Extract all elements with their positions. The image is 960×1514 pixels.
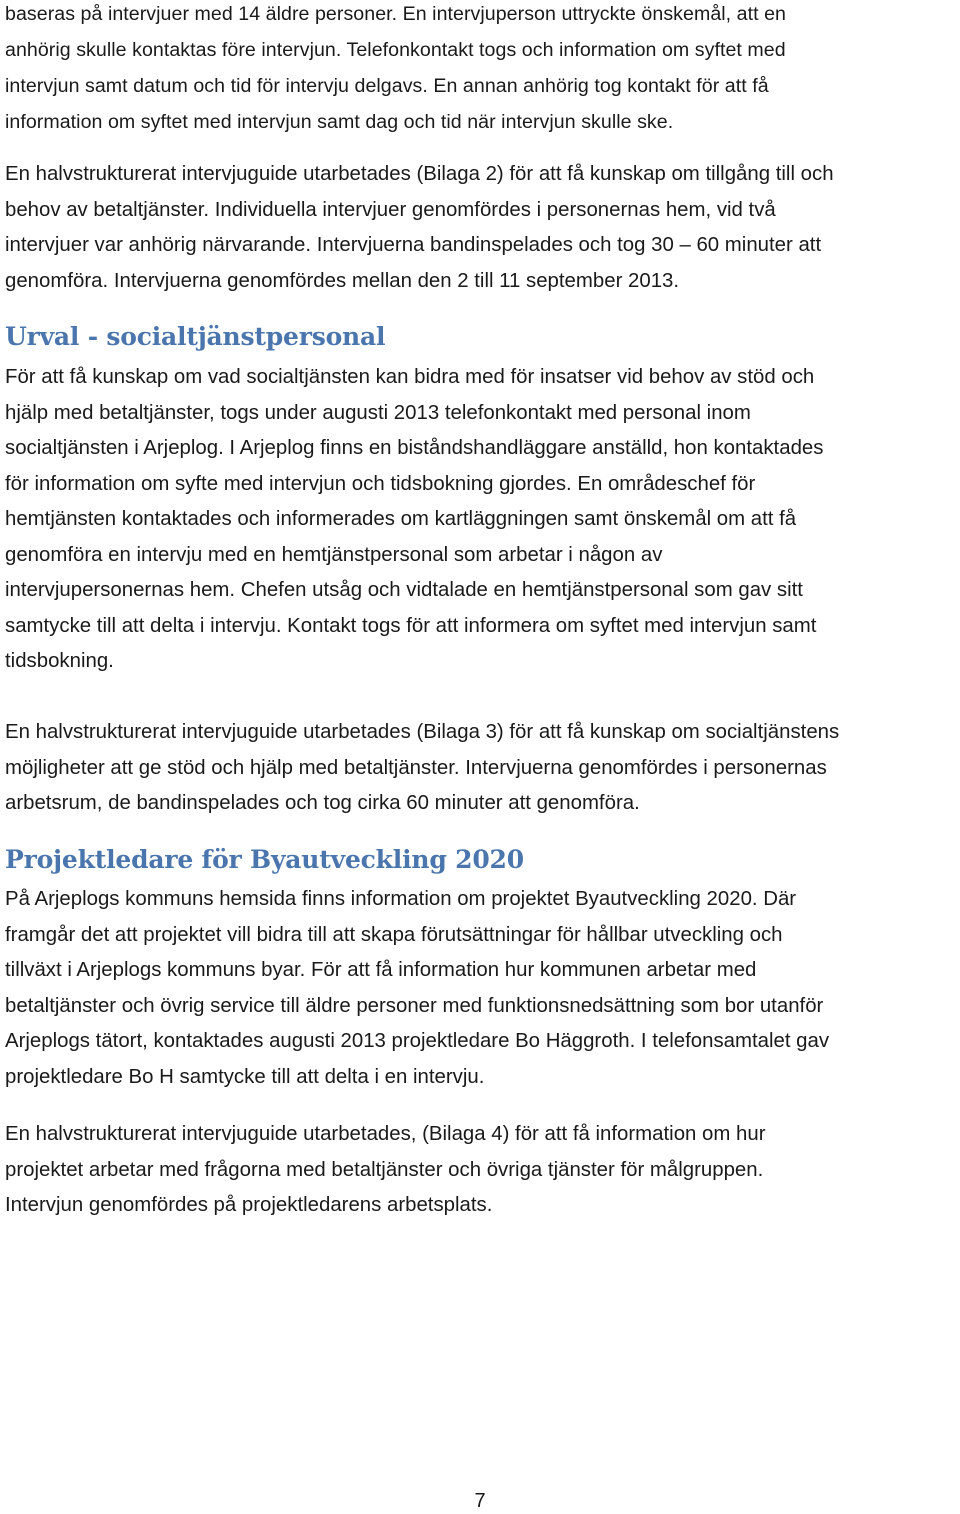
text-line: tidsbokning. xyxy=(5,650,114,672)
text-line: intervjupersonernas hem. Chefen utsåg och vidtalade en hemtjänstpersonal som gav sitt xyxy=(5,579,803,601)
text-line: hemtjänsten kontaktades och informerades om kartläggningen samt önskemål om att få xyxy=(5,508,797,530)
text-line: möjligheter att ge stöd och hjälp med betaltjänster. Intervjuerna genomfördes i personernas xyxy=(5,756,827,779)
text-line: information om syftet med intervjun samt dag och tid när intervjun skulle ske. xyxy=(5,111,674,133)
text-line: baseras på intervjuer med 14 äldre personer. En intervjuperson uttryckte önskemål, att en xyxy=(5,3,786,25)
text-line: intervjun samt datum och tid för intervju delgavs. En annan anhörig tog kontakt för att få xyxy=(5,75,769,97)
text-line: En halvstrukturerat intervjuguide utarbetades (Bilaga 3) för att få kunskap om socialtjänstens xyxy=(5,721,840,743)
text-line: genomföra. Intervjuerna genomfördes mellan den 2 till 11 september 2013. xyxy=(5,269,680,292)
page-number: 7 xyxy=(474,1490,486,1512)
text-line: hjälp med betaltjänster, togs under augusti 2013 telefonkontakt med personal inom xyxy=(5,401,751,424)
text-line: tillväxt i Arjeplogs kommuns byar. För att få information hur kommunen arbetar med xyxy=(5,959,757,981)
text-line: genomföra en intervju med en hemtjänstpersonal som arbetar i någon av xyxy=(5,543,663,566)
section-heading-social: Urval - socialtjänstpersonal xyxy=(5,322,386,351)
social-paragraph-1 xyxy=(5,360,823,680)
section-heading-project: Projektledare för Byautveckling 2020 xyxy=(5,845,524,874)
text-line: anhörig skulle kontaktas före intervjun. Telefonkontakt togs och information om syftet med xyxy=(5,39,786,61)
text-line: För att få kunskap om vad socialtjänsten kan bidra med för insatser vid behov av stöd och xyxy=(5,366,815,388)
project-paragraph-1 xyxy=(5,882,829,1095)
intro-paragraph xyxy=(5,0,786,140)
text-line: samtycke till att delta i intervju. Kontakt togs för att informera om syftet med intervjun samt xyxy=(5,614,817,637)
text-line: projektet arbetar med frågorna med betaltjänster och övriga tjänster för målgruppen. xyxy=(5,1158,764,1181)
text-line: Intervjun genomfördes på projektledarens arbetsplats. xyxy=(5,1194,493,1216)
text-line: intervjuer var anhörig närvarande. Intervjuerna bandinspelades och tog 30 – 60 minuter att xyxy=(5,234,822,256)
social-paragraph-2 xyxy=(5,715,839,822)
text-line: arbetsrum, de bandinspelades och tog cirka 60 minuter att genomföra. xyxy=(5,792,640,814)
project-paragraph-2 xyxy=(5,1117,766,1224)
guide-elders-paragraph xyxy=(5,157,834,299)
text-line: På Arjeplogs kommuns hemsida finns information om projektet Byautveckling 2020. Där xyxy=(5,888,797,910)
text-line: Arjeplogs tätort, kontaktades augusti 2013 projektledare Bo Häggroth. I telefonsamtalet gav xyxy=(5,1030,830,1052)
text-line: En halvstrukturerat intervjuguide utarbetades (Bilaga 2) för att få kunskap om tillgång till och xyxy=(5,163,834,185)
text-line: för information om syfte med intervjun och tidsbokning gjordes. En områdeschef för xyxy=(5,472,756,495)
text-line: behov av betaltjänster. Individuella intervjuer genomfördes i personernas hem, vid två xyxy=(5,198,776,221)
text-line: projektledare Bo H samtycke till att delta i en intervju. xyxy=(5,1065,485,1088)
text-line: framgår det att projektet vill bidra till att skapa förutsättningar för hållbar utveckling och xyxy=(5,923,783,946)
text-line: En halvstrukturerat intervjuguide utarbetades, (Bilaga 4) för att få information om hur xyxy=(5,1123,766,1145)
text-line: betaltjänster och övrig service till äldre personer med funktionsnedsättning som bor utanför xyxy=(5,994,824,1017)
text-line: socialtjänsten i Arjeplog. I Arjeplog finns en biståndshandläggare anställd, hon kontaktades xyxy=(5,437,824,459)
